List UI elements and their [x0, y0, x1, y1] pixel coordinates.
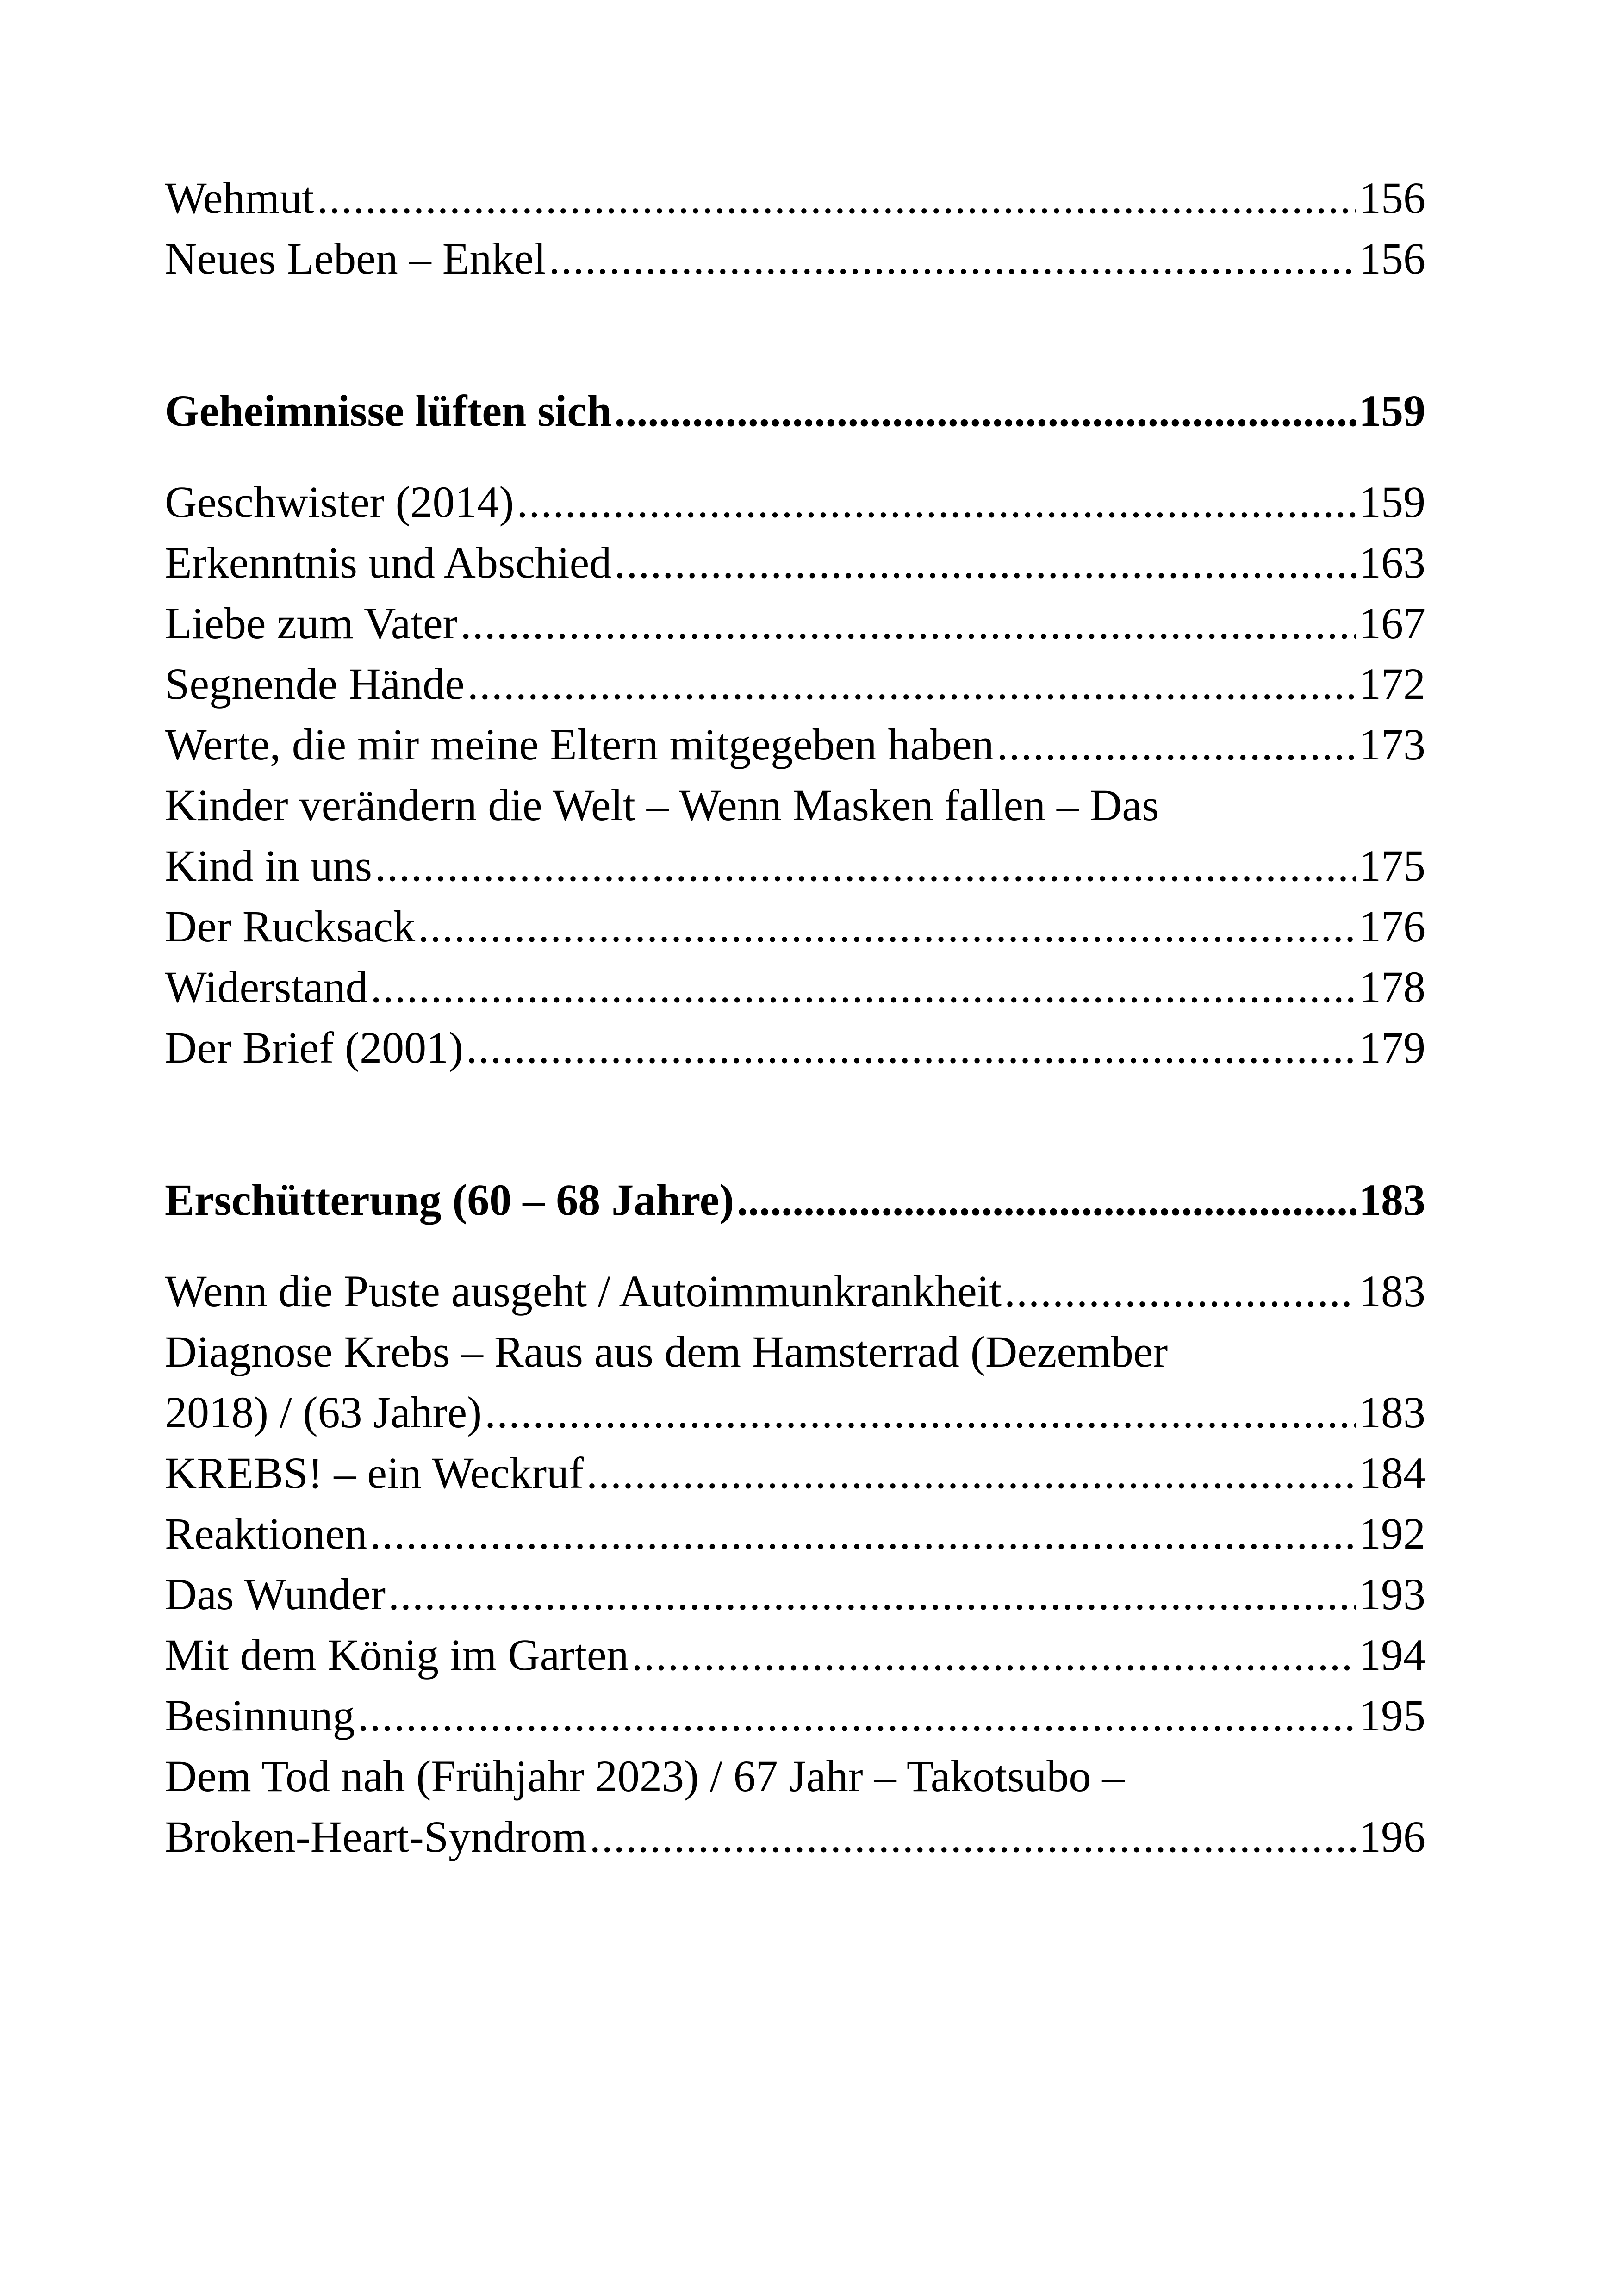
dot-leader — [517, 472, 1356, 532]
dot-leader — [614, 380, 1356, 441]
toc-entry-page: 178 — [1359, 962, 1425, 1012]
chapter-heading — [165, 1170, 1425, 1230]
dot-leader — [997, 714, 1356, 775]
toc-entry — [165, 957, 1425, 1017]
toc-entry — [165, 1503, 1425, 1564]
toc-entry-title: 2018) / (63 Jahre) — [165, 1388, 482, 1437]
toc-entry — [165, 1624, 1425, 1685]
toc-entry-page: 196 — [1359, 1812, 1425, 1861]
toc-entry — [165, 472, 1425, 532]
toc-entry-title-line1: Kinder verändern die Welt – Wenn Masken fallen – Das — [165, 780, 1159, 830]
toc-entry-title: Besinnung — [165, 1691, 355, 1740]
toc-entry — [165, 714, 1425, 775]
dot-leader — [371, 957, 1356, 1017]
toc-entry — [165, 835, 1425, 896]
chapter-page: 183 — [1359, 1175, 1425, 1225]
toc-entry — [165, 593, 1425, 653]
toc-entry-page: 156 — [1359, 234, 1425, 283]
dot-leader — [549, 228, 1356, 289]
toc-entry — [165, 168, 1425, 228]
toc-entry-title: Der Rucksack — [165, 902, 416, 951]
toc-entry-page: 172 — [1359, 659, 1425, 709]
dot-leader — [485, 1382, 1356, 1443]
toc-entry-page: 184 — [1359, 1448, 1425, 1498]
toc-entry — [165, 532, 1425, 593]
dot-leader — [1004, 1261, 1356, 1321]
toc-entry-title: Segnende Hände — [165, 659, 465, 709]
toc-entry-title: Erkenntnis und Abschied — [165, 538, 612, 587]
toc-entry-title: Liebe zum Vater — [165, 598, 458, 648]
dot-leader — [632, 1624, 1356, 1685]
toc-entry — [165, 1382, 1425, 1443]
toc-entry-title: Geschwister (2014) — [165, 477, 514, 527]
dot-leader — [737, 1170, 1356, 1230]
toc-entry-page: 159 — [1359, 477, 1425, 527]
toc-entry — [165, 228, 1425, 289]
dot-leader — [388, 1564, 1356, 1624]
toc-entry — [165, 896, 1425, 957]
toc-entry-title: Reaktionen — [165, 1509, 367, 1558]
toc-entry-page: 163 — [1359, 538, 1425, 587]
toc-entry — [165, 1806, 1425, 1867]
chapter-title: Geheimnisse lüften sich — [165, 386, 612, 436]
toc-entry-title-line1: Diagnose Krebs – Raus aus dem Hamsterrad (Dezember — [165, 1327, 1168, 1376]
toc-entry-title: Broken-Heart-Syndrom — [165, 1812, 587, 1861]
toc-entry-title: Der Brief (2001) — [165, 1023, 464, 1072]
toc-entry-page: 192 — [1359, 1509, 1425, 1558]
toc-entry — [165, 1564, 1425, 1624]
toc-entry-page: 183 — [1359, 1388, 1425, 1437]
toc-entry-page: 173 — [1359, 720, 1425, 769]
dot-leader — [317, 168, 1356, 228]
toc-entry-page: 179 — [1359, 1023, 1425, 1072]
dot-leader — [418, 896, 1356, 957]
toc-entry — [165, 1261, 1425, 1321]
chapter-heading — [165, 380, 1425, 441]
toc-entry — [165, 1443, 1425, 1503]
toc-entry — [165, 1017, 1425, 1078]
dot-leader — [467, 653, 1356, 714]
dot-leader — [614, 532, 1356, 593]
toc-entry-title: Kind in uns — [165, 841, 373, 890]
dot-leader — [358, 1685, 1356, 1746]
toc-entry-page: 176 — [1359, 902, 1425, 951]
dot-leader — [461, 593, 1356, 653]
table-of-contents — [165, 168, 1425, 1867]
toc-entry-title: Werte, die mir meine Eltern mitgegeben haben — [165, 720, 994, 769]
dot-leader — [586, 1443, 1356, 1503]
dot-leader — [590, 1806, 1356, 1867]
chapter-page: 159 — [1359, 386, 1425, 436]
chapter-title: Erschütterung (60 – 68 Jahre) — [165, 1175, 734, 1225]
toc-entry-title: Das Wunder — [165, 1569, 386, 1619]
toc-entry-title: KREBS! – ein Weckruf — [165, 1448, 584, 1498]
toc-entry-title: Wehmut — [165, 173, 314, 223]
toc-entry-page: 183 — [1359, 1266, 1425, 1316]
toc-entry-title: Wenn die Puste ausgeht / Autoimmunkrankheit — [165, 1266, 1002, 1316]
dot-leader — [370, 1503, 1356, 1564]
dot-leader — [466, 1017, 1356, 1078]
toc-entry-page: 175 — [1359, 841, 1425, 890]
toc-entry-title: Neues Leben – Enkel — [165, 234, 546, 283]
toc-entry-page: 167 — [1359, 598, 1425, 648]
toc-entry-title: Mit dem König im Garten — [165, 1630, 629, 1680]
toc-entry-page: 194 — [1359, 1630, 1425, 1680]
toc-entry-title: Widerstand — [165, 962, 368, 1012]
toc-entry-page: 156 — [1359, 173, 1425, 223]
toc-entry — [165, 653, 1425, 714]
toc-entry-title-line1: Dem Tod nah (Frühjahr 2023) / 67 Jahr – Takotsubo – — [165, 1751, 1125, 1801]
toc-entry-page: 195 — [1359, 1691, 1425, 1740]
toc-entry — [165, 1685, 1425, 1746]
dot-leader — [375, 835, 1356, 896]
toc-entry-page: 193 — [1359, 1569, 1425, 1619]
